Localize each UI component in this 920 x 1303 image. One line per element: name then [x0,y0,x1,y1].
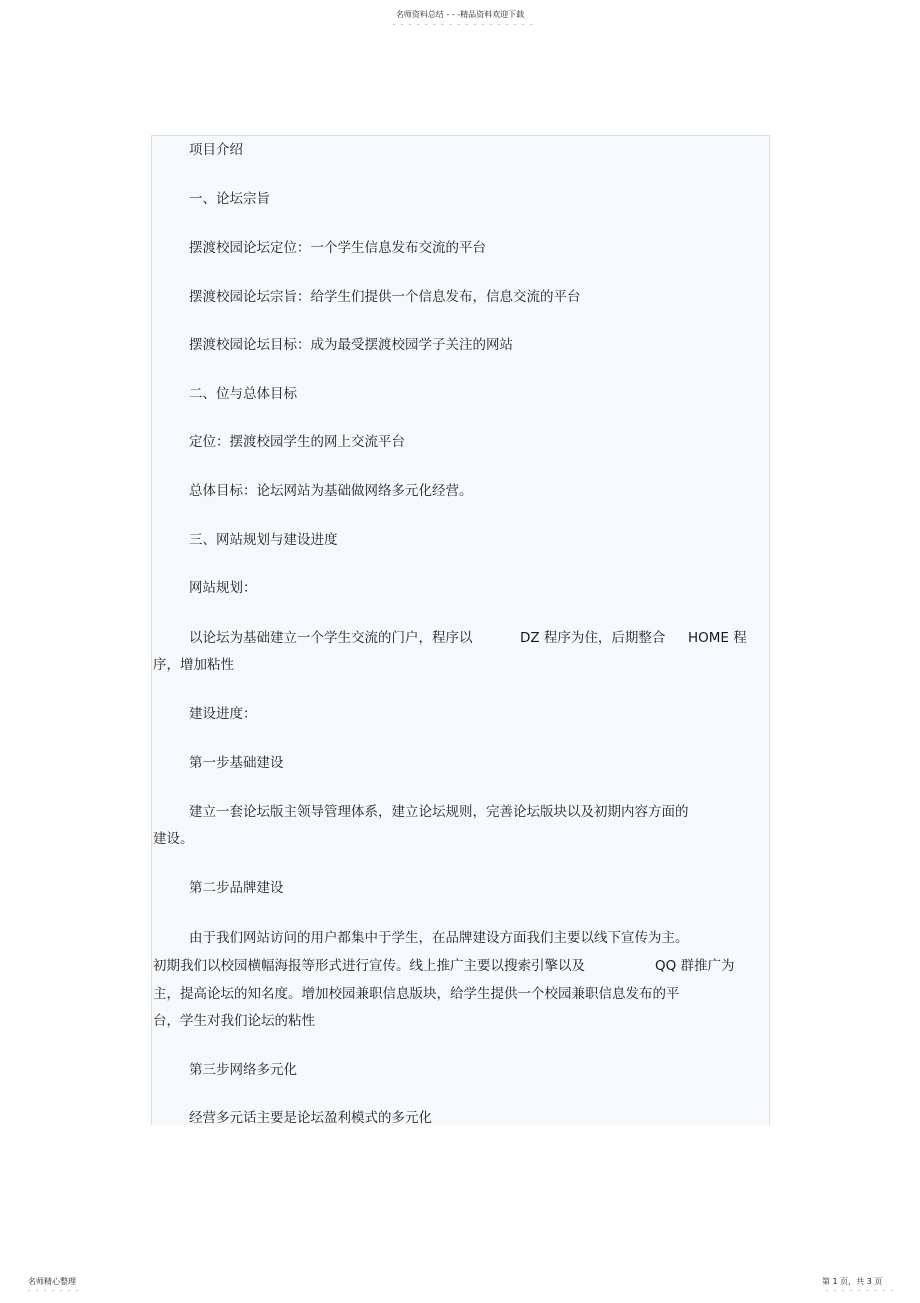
para-step2-line1: 由于我们网站访问的用户都集中于学生，在品牌建设方面我们主要以线下宣传为主。 [189,930,689,946]
heading-position-goals: 二、位与总体目标 [189,386,297,402]
para-planning-line1-a: 以论坛为基础建立一个学生交流的门户，程序以 [189,630,473,646]
footer-page-number: 第 1 页，共 3 页 [822,1277,883,1286]
page-header: 名师资料总结 - - -精品资料欢迎下载 [395,10,525,19]
para-step2-line4: 台，学生对我们论坛的粘性 [153,1013,315,1029]
para-positioning: 摆渡校园论坛定位：一个学生信息发布交流的平台 [189,240,486,256]
footer-left: 名师精心整理 [28,1277,76,1286]
para-planning-line1-b: DZ 程序为住，后期整合 [520,630,666,646]
heading-forum-purpose: 一、论坛宗旨 [189,191,270,207]
para-step2-line2-b: QQ 群推广为 [655,958,735,974]
title-project-intro: 项目介绍 [189,142,243,158]
footer-left-dots: - - - - - - - [28,1287,81,1294]
para-step2-line3: 主，提高论坛的知名度。增加校园兼职信息版块，给学生提供一个校园兼职信息发布的平 [153,986,680,1002]
para-position: 定位：摆渡校园学生的网上交流平台 [189,434,405,450]
heading-planning-progress: 三、网站规划与建设进度 [189,532,338,548]
para-planning-line2: 序，增加粘性 [153,657,234,673]
para-purpose: 摆渡校园论坛宗旨：给学生们提供一个信息发布，信息交流的平台 [189,289,581,305]
header-dots: - - - - - - - - - - - - - - - - - - [393,21,535,28]
label-site-planning: 网站规划： [189,580,257,596]
para-step1-line1: 建立一套论坛版主领导管理体系，建立论坛规则，完善论坛版块以及初期内容方面的 [189,804,689,820]
footer-right-dots: - - - - - - - - - [826,1287,895,1294]
para-planning-line1-c: HOME 程 [688,630,747,646]
para-overall-goal: 总体目标：论坛网站为基础做网络多元化经营。 [189,483,473,499]
para-step2-line2-a: 初期我们以校园横幅海报等形式进行宣传。线上推广主要以搜索引擎以及 [153,958,585,974]
heading-step2: 第二步品牌建设 [189,880,284,896]
para-goal: 摆渡校园论坛目标：成为最受摆渡校园学子关注的网站 [189,337,513,353]
para-step1-line2: 建设。 [153,831,194,847]
label-build-progress: 建设进度： [189,706,257,722]
heading-step1: 第一步基础建设 [189,755,284,771]
heading-step3: 第三步网络多元化 [189,1062,297,1078]
para-step3-line1: 经营多元话主要是论坛盈利模式的多元化 [189,1110,432,1126]
